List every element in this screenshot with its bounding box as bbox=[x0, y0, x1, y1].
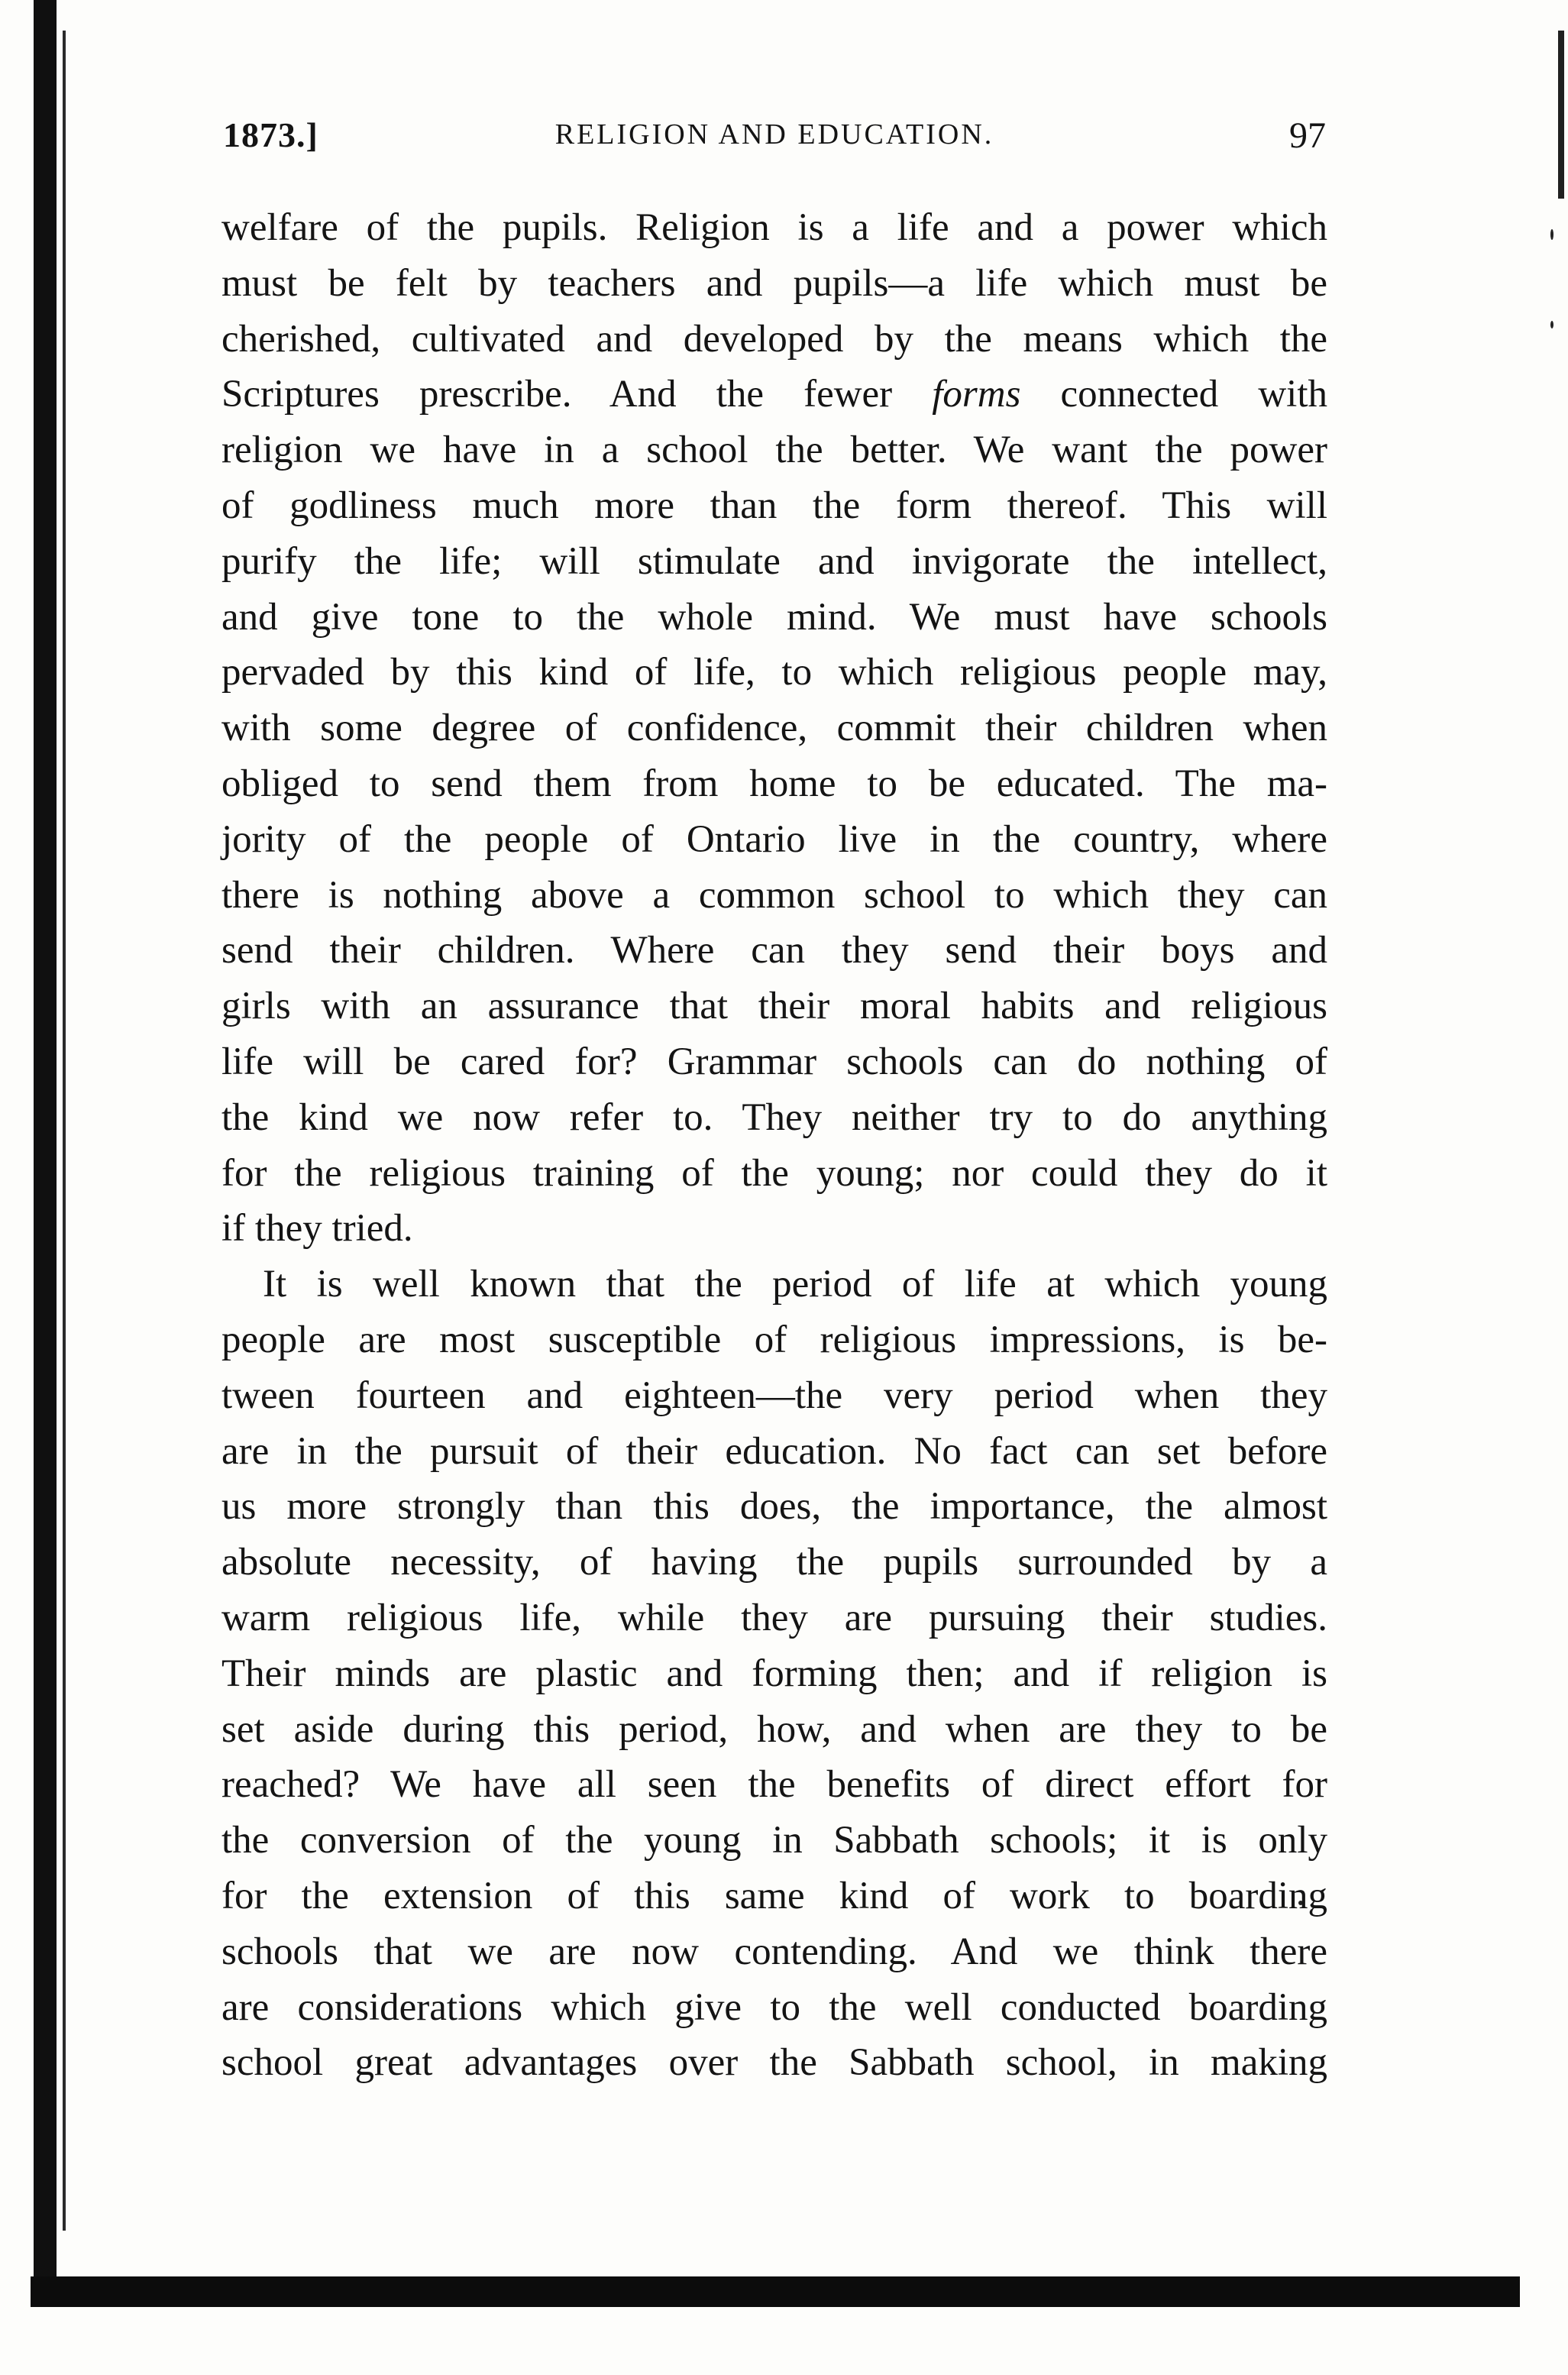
text-line: reached? We have all seen the benefits of direct effort for bbox=[221, 1763, 1327, 1807]
text-line: jority of the people of Ontario live in the country, where bbox=[221, 817, 1327, 861]
text-line: cherished, cultivated and developed by the means which the bbox=[221, 317, 1327, 361]
scan-speck bbox=[1550, 321, 1553, 328]
text-line: are considerations which give to the well conducted boarding bbox=[221, 1985, 1327, 2029]
paragraph-1 bbox=[221, 200, 1327, 1257]
text-line: there is nothing above a common school to which they can bbox=[221, 873, 1327, 917]
text-line: school great advantages over the Sabbath school, in making bbox=[221, 2041, 1327, 2085]
text-line: Their minds are plastic and forming then; and if religion is bbox=[221, 1652, 1327, 1695]
text-line: life will be cared for? Grammar schools can do nothing of bbox=[221, 1040, 1327, 1083]
text-line: welfare of the pupils. Religion is a life and a power which bbox=[221, 206, 1327, 249]
text-line: for the extension of this same kind of work to boarding bbox=[221, 1874, 1327, 1917]
text-line: if they tried. bbox=[221, 1207, 413, 1251]
text-line: tween fourteen and eighteen—the very period when they bbox=[221, 1374, 1327, 1417]
text-line: obliged to send them from home to be educated. The ma- bbox=[221, 762, 1327, 805]
running-head-year: 1873.] bbox=[223, 115, 318, 154]
text-line: and give tone to the whole mind. We must have schools bbox=[221, 595, 1327, 639]
text-line: of godliness much more than the form thereof. This will bbox=[221, 484, 1327, 527]
binding-edge-left-inner bbox=[63, 31, 66, 2231]
text-line: people are most susceptible of religious impressions, is be- bbox=[221, 1318, 1327, 1361]
text-line: religion we have in a school the better. We want the power bbox=[221, 429, 1327, 472]
running-head bbox=[223, 115, 1326, 168]
text-line: purify the life; will stimulate and invigorate the intellect, bbox=[221, 539, 1327, 583]
text-line: for the religious training of the young; nor could they do it bbox=[221, 1151, 1327, 1195]
text-line: with some degree of confidence, commit their children when bbox=[221, 707, 1327, 750]
text-line: are in the pursuit of their education. No fact can set before bbox=[221, 1429, 1327, 1473]
text-line: must be felt by teachers and pupils—a life which must be bbox=[221, 261, 1327, 305]
text-line: pervaded by this kind of life, to which religious people may, bbox=[221, 651, 1327, 694]
text-line: us more strongly than this does, the importance, the almost bbox=[221, 1485, 1327, 1529]
scan-speck bbox=[1550, 229, 1553, 240]
binding-edge-left bbox=[34, 0, 57, 2284]
paragraph-2 bbox=[221, 1257, 1327, 2091]
text-line: send their children. Where can they send their boys and bbox=[221, 929, 1327, 972]
text-line: the kind we now refer to. They neither try to do anything bbox=[221, 1095, 1327, 1139]
text-line: girls with an assurance that their moral habits and religious bbox=[221, 985, 1327, 1028]
text-line: absolute necessity, of having the pupils surrounded by a bbox=[221, 1541, 1327, 1584]
scan-edge-right bbox=[1558, 31, 1564, 199]
text-line: Scriptures prescribe. And the fewer forms connected with bbox=[221, 373, 1328, 416]
scan-edge-bottom bbox=[31, 2276, 1520, 2307]
text-line: warm religious life, while they are pursuing their studies. bbox=[221, 1596, 1327, 1639]
text-line: set aside during this period, how, and when are they to be bbox=[221, 1707, 1327, 1751]
text-line: schools that we are now contending. And we think there bbox=[221, 1930, 1327, 1973]
running-head-title: RELIGION AND EDUCATION. bbox=[554, 118, 994, 150]
text-line: It is well known that the period of life at which young bbox=[263, 1263, 1327, 1306]
text-line: the conversion of the young in Sabbath schools; it is only bbox=[221, 1819, 1327, 1862]
page-number: 97 bbox=[1289, 115, 1326, 156]
body-text bbox=[221, 200, 1327, 2091]
